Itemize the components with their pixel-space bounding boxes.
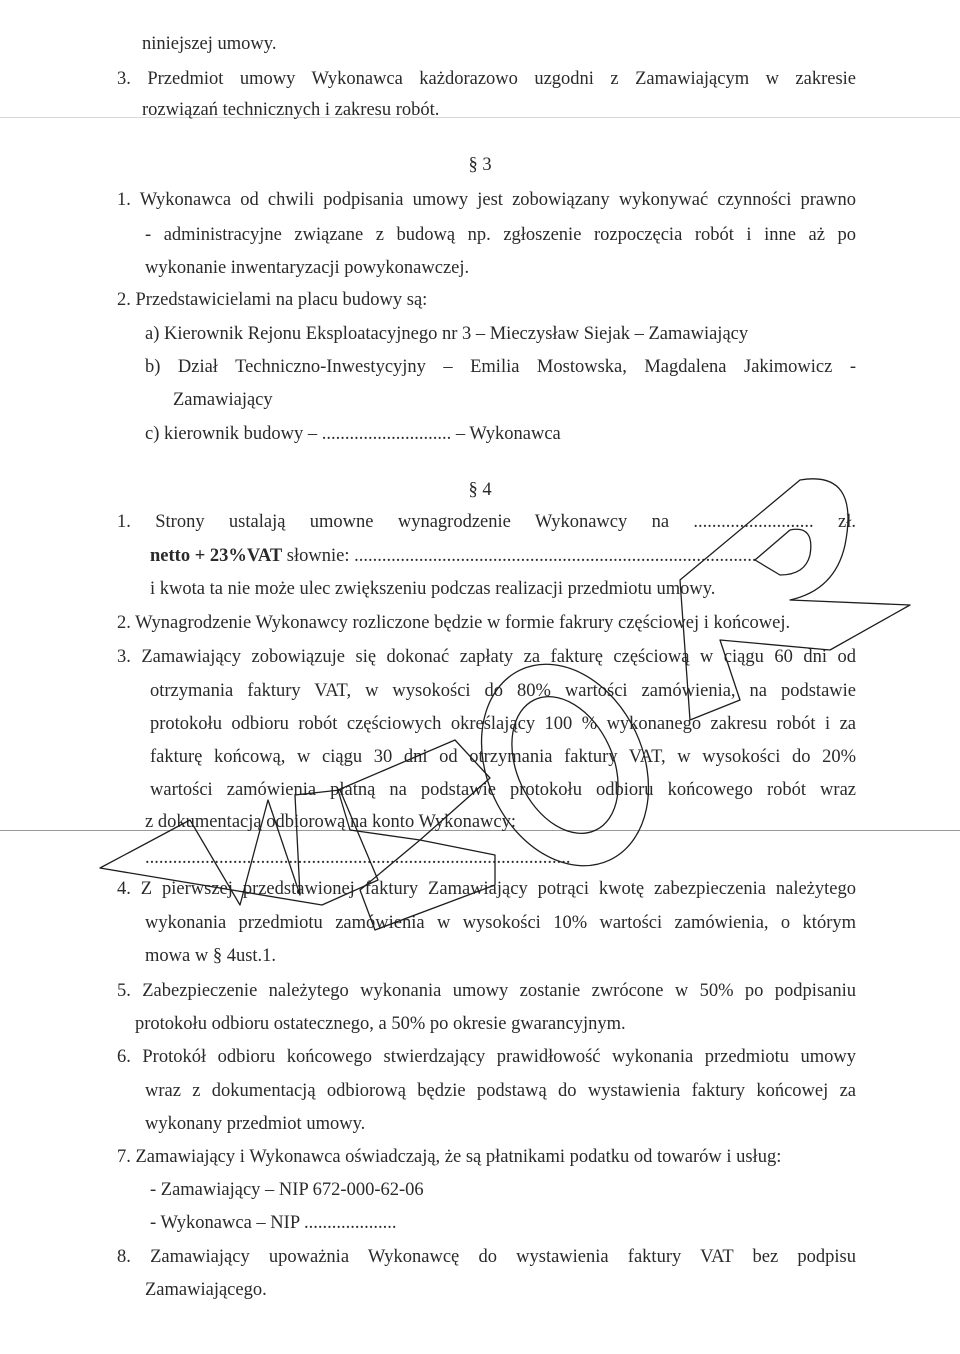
net-amount-label: netto + 23%VAT [150,546,283,566]
text-line: niniejszej umowy. [142,34,277,54]
text-line: 5. Zabezpieczenie należytego wykonania umowy zostanie zwrócone w 50% po podpisaniu [117,981,856,1001]
text-line: fakturę końcową, w ciągu 30 dni od otrzymania faktury VAT, w wysokości do 20% [150,747,856,767]
text-line: 4. Z pierwszej przedstawionej faktury Zamawiający potrąci kwotę zabezpieczenia należytego [117,879,856,899]
amount-in-words-label: słownie: ....................................................................................... [282,546,757,566]
text-line: otrzymania faktury VAT, w wysokości do 80% wartości zamówienia, na podstawie [150,681,856,701]
text-line: z dokumentacją odbiorową na konto Wykonawcy: [145,812,517,832]
text-line: i kwota ta nie może ulec zwiększeniu podczas realizacji przedmiotu umowy. [150,579,716,599]
text-line: Zamawiającego. [145,1280,267,1300]
text-line: 6. Protokół odbioru końcowego stwierdzający prawidłowość wykonania przedmiotu umowy [117,1047,856,1067]
text-line [150,544,757,568]
text-line: Zamawiający [173,390,273,410]
text-line: - administracyjne związane z budową np. zgłoszenie rozpoczęcia robót i inne aż po [145,225,856,245]
text-line: - Wykonawca – NIP .................... [150,1213,397,1233]
text-line: 1. Wykonawca od chwili podpisania umowy jest zobowiązany wykonywać czynności prawno [117,190,856,210]
text-line: 2. Wynagrodzenie Wykonawcy rozliczone będzie w formie fakrury częściowej i końcowej. [117,613,791,633]
text-line: protokołu odbioru ostatecznego, a 50% po okresie gwarancyjnym. [135,1014,626,1034]
text-line: 3. Zamawiający zobowiązuje się dokonać zapłaty za fakturę częściową w ciągu 60 dni od [117,647,856,667]
section-heading-3: § 3 [468,155,492,175]
text-line: 7. Zamawiający i Wykonawca oświadczają, że są płatnikami podatku od towarów i usług: [117,1147,782,1167]
text-line: a) Kierownik Rejonu Eksploatacyjnego nr 3 – Mieczysław Siejak – Zamawiający [145,324,749,344]
section-heading-4: § 4 [468,480,492,500]
text-line: b) Dział Techniczno-Inwestycyjny – Emilia Mostowska, Magdalena Jakimowicz - [145,357,856,377]
text-line: wykonany przedmiot umowy. [145,1114,366,1134]
text-line: wartości zamówienia płatną na podstawie protokołu odbioru końcowego robót wraz [150,780,856,800]
text-line: protokołu odbioru robót częściowych określający 100 % wykonanego zakresu robót i za [150,714,856,734]
watermark-letter-r-inner [755,529,811,575]
text-line: wykonanie inwentaryzacji powykonawczej. [145,258,470,278]
text-line: wraz z dokumentacją odbiorową będzie podstawą do wystawienia faktury końcowej za [145,1081,856,1101]
text-line: 8. Zamawiający upoważnia Wykonawcę do wystawienia faktury VAT bez podpisu [117,1247,856,1267]
text-line: ............................................................................................ [145,848,571,868]
text-line: c) kierownik budowy – ............................ – Wykonawca [145,424,561,444]
text-line: 2. Przedstawicielami na placu budowy są: [117,290,428,310]
text-line: 1. Strony ustalają umowne wynagrodzenie Wykonawcy na .......................... zł. [117,512,856,532]
text-line: mowa w § 4ust.1. [145,946,277,966]
text-line: 3. Przedmiot umowy Wykonawca każdorazowo uzgodni z Zamawiającym w zakresie [117,69,856,89]
text-line: rozwiązań technicznych i zakresu robót. [142,100,440,120]
text-line: wykonania przedmiotu zamówienia w wysokości 10% wartości zamówienia, o którym [145,913,856,933]
text-line: - Zamawiający – NIP 672-000-62-06 [150,1180,424,1200]
